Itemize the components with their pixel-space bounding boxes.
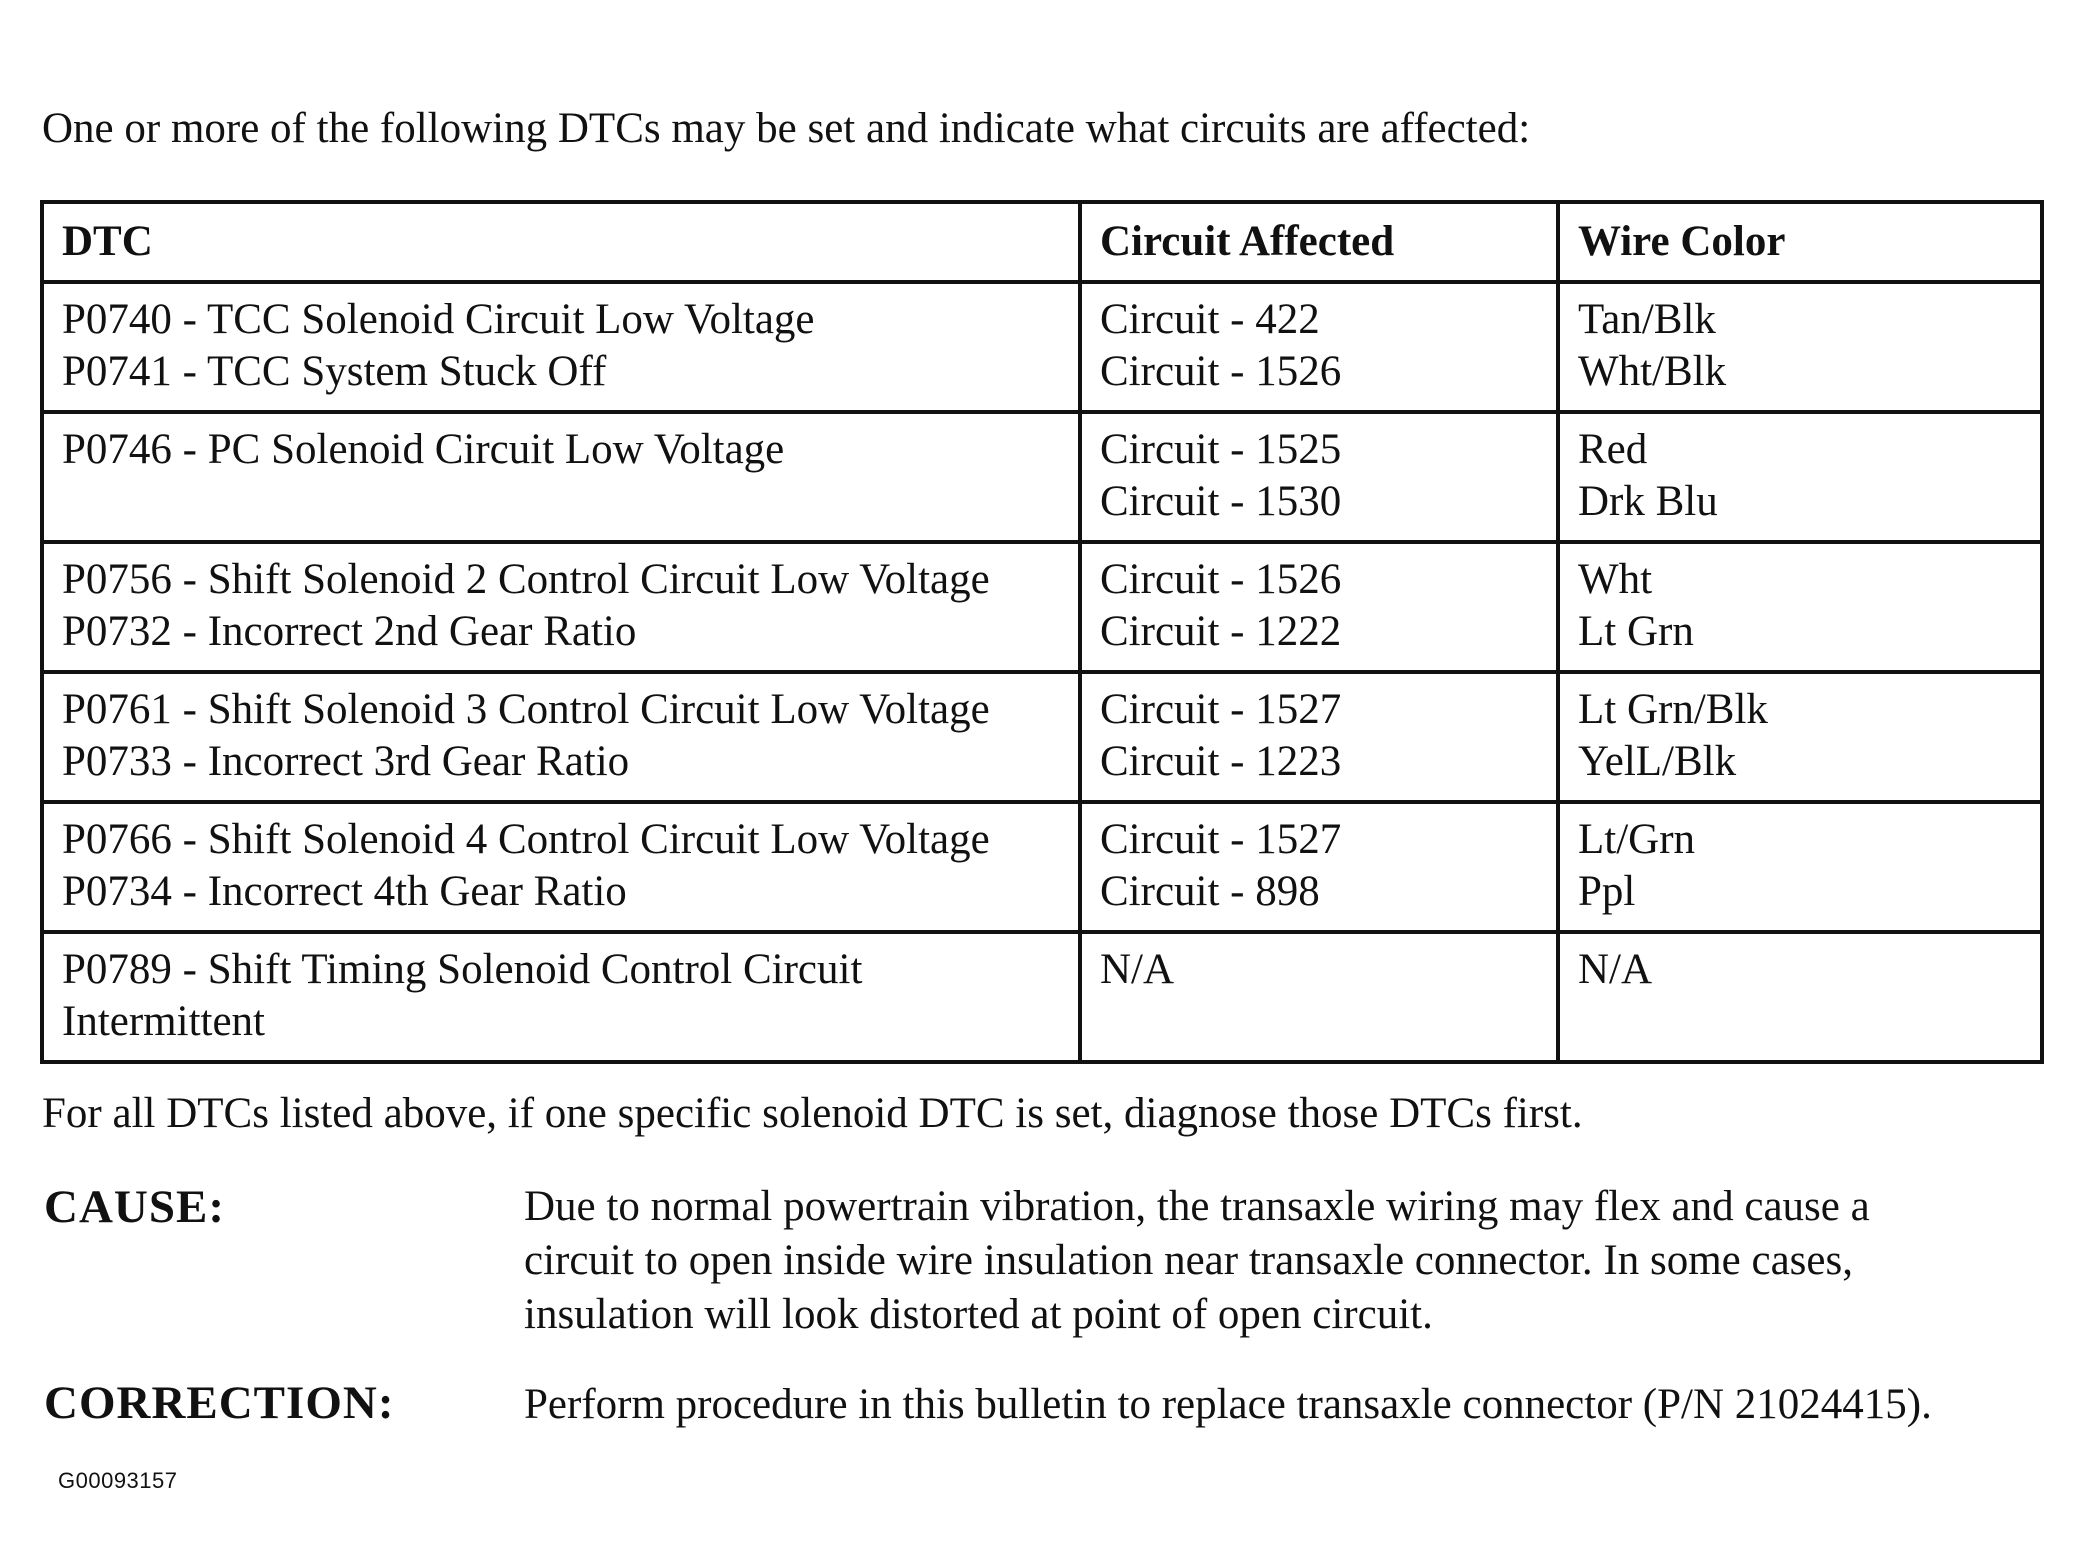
- table-row: [42, 412, 2042, 542]
- dtc-cell: [42, 282, 1080, 412]
- dtc-cell: [42, 542, 1080, 672]
- dtc-line: P0740 - TCC Solenoid Circuit Low Voltage: [62, 296, 815, 343]
- wire-color-line: Lt Grn/Blk: [1578, 686, 1768, 733]
- wire-color-cell: [1558, 932, 2042, 1062]
- circuit-line: Circuit - 422: [1100, 296, 1320, 343]
- wire-color-line: Lt/Grn: [1578, 816, 1696, 863]
- wire-color-cell: [1558, 802, 2042, 932]
- wire-color-line: Lt Grn: [1578, 608, 1694, 655]
- wire-color-line: YelL/Blk: [1578, 738, 1737, 785]
- intro-text: One or more of the following DTCs may be set and indicate what circuits are affected:: [42, 105, 1531, 152]
- header-dtc: DTC: [42, 202, 1080, 282]
- dtc-line: P0733 - Incorrect 3rd Gear Ratio: [62, 738, 630, 785]
- wire-color-line: Drk Blu: [1578, 478, 1718, 525]
- wire-color-cell: [1558, 412, 2042, 542]
- diagnosis-note: For all DTCs listed above, if one specific solenoid DTC is set, diagnose those DTCs first.: [42, 1090, 1583, 1137]
- dtc-line: P0746 - PC Solenoid Circuit Low Voltage: [62, 426, 785, 473]
- circuit-line: Circuit - 1527: [1100, 686, 1342, 733]
- circuit-line: Circuit - 898: [1100, 868, 1320, 915]
- wire-color-line: Ppl: [1578, 868, 1636, 915]
- circuit-cell: [1080, 932, 1558, 1062]
- table-row: [42, 932, 2042, 1062]
- dtc-line: P0789 - Shift Timing Solenoid Control Circuit: [62, 946, 863, 993]
- figure-id: G00093157: [58, 1468, 178, 1493]
- dtc-line: P0741 - TCC System Stuck Off: [62, 348, 607, 395]
- dtc-cell: [42, 412, 1080, 542]
- dtc-line: P0734 - Incorrect 4th Gear Ratio: [62, 868, 627, 915]
- dtc-line: Intermittent: [62, 998, 265, 1045]
- wire-color-line: Wht: [1578, 556, 1653, 603]
- dtc-line: P0732 - Incorrect 2nd Gear Ratio: [62, 608, 637, 655]
- dtc-table: [40, 200, 2044, 1064]
- dtc-cell: [42, 802, 1080, 932]
- dtc-line: P0761 - Shift Solenoid 3 Control Circuit Low Voltage: [62, 686, 990, 733]
- wire-color-line: Wht/Blk: [1578, 348, 1727, 395]
- circuit-line: Circuit - 1223: [1100, 738, 1342, 785]
- wire-color-line: Red: [1578, 426, 1648, 473]
- dtc-cell: [42, 932, 1080, 1062]
- circuit-line: Circuit - 1526: [1100, 556, 1342, 603]
- wire-color-cell: [1558, 282, 2042, 412]
- table-row: [42, 672, 2042, 802]
- table-row: [42, 542, 2042, 672]
- dtc-cell: [42, 672, 1080, 802]
- circuit-line: Circuit - 1530: [1100, 478, 1342, 525]
- header-circuit-affected: Circuit Affected: [1080, 202, 1558, 282]
- table-row: [42, 802, 2042, 932]
- cause-line: circuit to open inside wire insulation near transaxle connector. In some cases,: [524, 1237, 1853, 1284]
- cause-text: [524, 1180, 2024, 1342]
- table-header-row: [42, 202, 2042, 282]
- dtc-line: P0756 - Shift Solenoid 2 Control Circuit Low Voltage: [62, 556, 990, 603]
- table-row: [42, 282, 2042, 412]
- circuit-cell: [1080, 672, 1558, 802]
- circuit-cell: [1080, 282, 1558, 412]
- circuit-line: Circuit - 1222: [1100, 608, 1342, 655]
- wire-color-line: N/A: [1578, 946, 1653, 993]
- circuit-line: N/A: [1100, 946, 1175, 993]
- circuit-cell: [1080, 412, 1558, 542]
- circuit-line: Circuit - 1525: [1100, 426, 1342, 473]
- circuit-cell: [1080, 542, 1558, 672]
- wire-color-line: Tan/Blk: [1578, 296, 1716, 343]
- cause-line: insulation will look distorted at point of open circuit.: [524, 1291, 1433, 1338]
- correction-text: Perform procedure in this bulletin to replace transaxle connector (P/N 21024415).: [524, 1381, 1932, 1428]
- dtc-line: P0766 - Shift Solenoid 4 Control Circuit Low Voltage: [62, 816, 990, 863]
- cause-line: Due to normal powertrain vibration, the transaxle wiring may flex and cause a: [524, 1183, 1870, 1230]
- circuit-cell: [1080, 802, 1558, 932]
- correction-label: CORRECTION:: [44, 1377, 395, 1429]
- circuit-line: Circuit - 1527: [1100, 816, 1342, 863]
- circuit-line: Circuit - 1526: [1100, 348, 1342, 395]
- header-wire-color: Wire Color: [1558, 202, 2042, 282]
- wire-color-cell: [1558, 542, 2042, 672]
- cause-label: CAUSE:: [44, 1181, 225, 1233]
- wire-color-cell: [1558, 672, 2042, 802]
